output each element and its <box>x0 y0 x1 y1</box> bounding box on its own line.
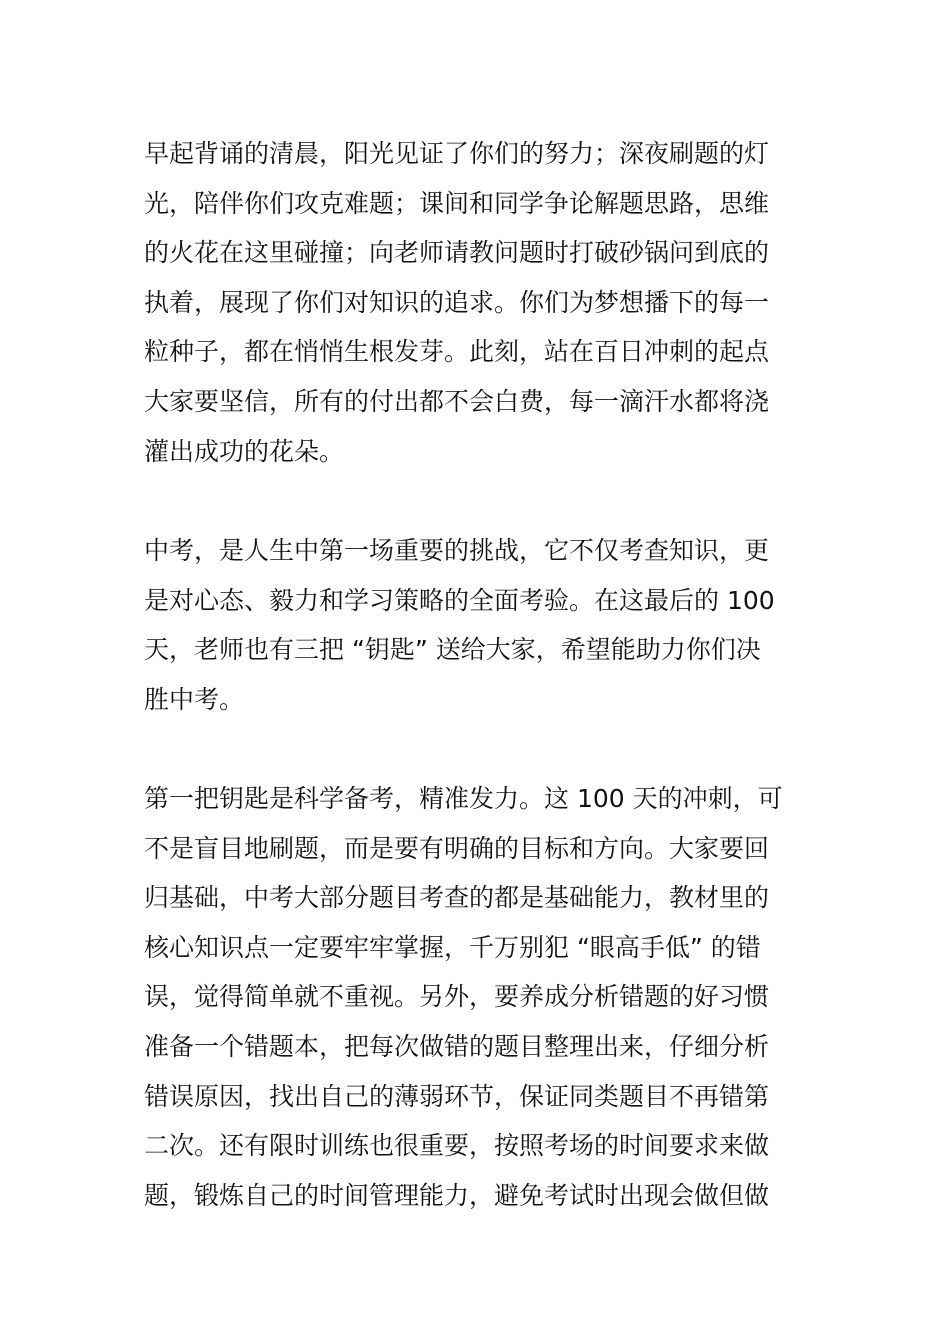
text-line: 天，老师也有三把 “钥匙” 送给大家，希望能助力你们决 <box>144 635 761 665</box>
text-line: 早起背诵的清晨，阳光见证了你们的努力；深夜刷题的灯 <box>144 139 770 168</box>
text-line: 胜中考。 <box>144 684 245 714</box>
text-line: 题，锻炼自己的时间管理能力，避免考试时出现会做但做 <box>144 1180 770 1210</box>
text-line: 大家要坚信，所有的付出都不会白费，每一滴汗水都将浇 <box>144 386 770 416</box>
text-line: 灌出成功的花朵。 <box>144 436 345 466</box>
text-line: 准备一个错题本，把每次做错的题目整理出来，仔细分析 <box>144 1031 770 1061</box>
text-line: 第一把钥匙是科学备考，精准发力。这 100 天的冲刺，可 <box>144 784 783 813</box>
text-line: 归基础，中考大部分题目考查的都是基础能力，教材里的 <box>144 883 770 913</box>
text-line: 执着，展现了你们对知识的追求。你们为梦想播下的每一 <box>144 287 770 317</box>
paragraph-3 <box>144 774 814 1220</box>
text-line: 的火花在这里碰撞；向老师请教问题时打破砂锅问到底的 <box>144 238 770 268</box>
text-line: 中考，是人生中第一场重要的挑战，它不仅考查知识，更 <box>144 536 770 565</box>
paragraph-2 <box>144 526 814 724</box>
text-line: 误，觉得简单就不重视。另外，要养成分析错题的好习惯 <box>144 982 770 1012</box>
text-line: 光，陪伴你们攻克难题；课间和同学争论解题思路，思维 <box>144 188 770 218</box>
text-line: 不是盲目地刷题，而是要有明确的目标和方向。大家要回 <box>144 833 770 863</box>
paragraph-1 <box>144 129 814 476</box>
text-line: 粒种子，都在悄悄生根发芽。此刻，站在百日冲刺的起点 <box>144 337 770 367</box>
text-line: 错误原因，找出自己的薄弱环节，保证同类题目不再错第 <box>144 1081 770 1111</box>
text-line: 二次。还有限时训练也很重要，按照考场的时间要求来做 <box>144 1131 770 1161</box>
text-line: 核心知识点一定要牢牢掌握，千万别犯 “眼高手低” 的错 <box>144 932 761 962</box>
text-line: 是对心态、毅力和学习策略的全面考验。在这最后的 100 <box>144 585 775 615</box>
